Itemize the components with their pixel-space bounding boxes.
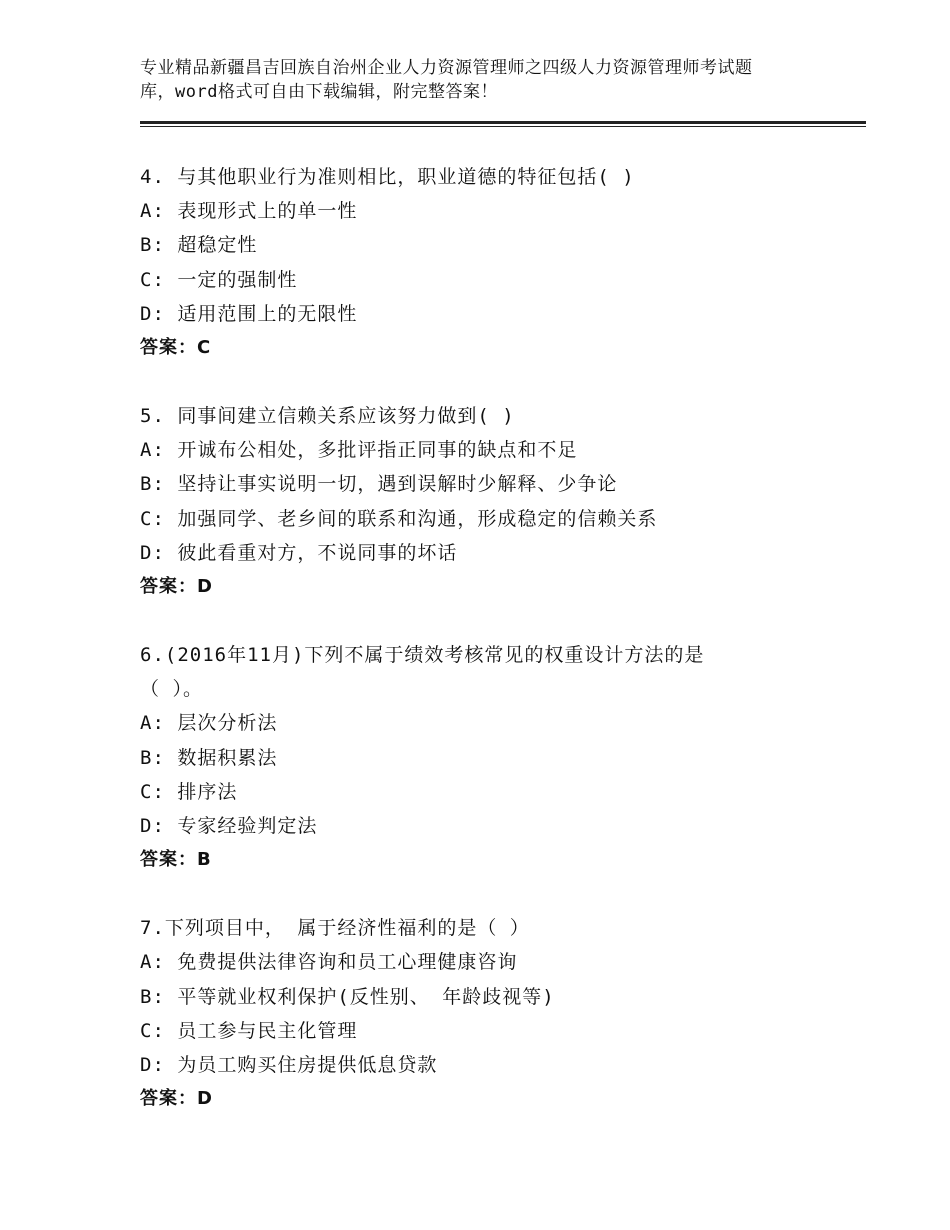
- answer-label: 答案：D: [140, 576, 213, 598]
- option-d: D: 专家经验判定法: [140, 815, 318, 838]
- question-4: [140, 160, 860, 365]
- option-d: D: 彼此看重对方，不说同事的坏话: [140, 541, 458, 564]
- document-header: [140, 56, 840, 104]
- answer-label: 答案：B: [140, 849, 212, 871]
- answer-label: 答案：D: [140, 1088, 213, 1110]
- option-b: B: 数据积累法: [140, 746, 278, 769]
- option-b: B: 坚持让事实说明一切，遇到误解时少解释、少争论: [140, 473, 618, 496]
- header-line-2: 库，word格式可自由下载编辑，附完整答案！: [140, 82, 498, 102]
- option-d: D: 为员工购买住房提供低息贷款: [140, 1054, 438, 1077]
- question-6: [140, 638, 860, 877]
- question-stem: 4. 与其他职业行为准则相比，职业道德的特征包括( ): [140, 166, 635, 188]
- question-7: [140, 911, 860, 1116]
- option-b: B: 平等就业权利保护(反性别、 年龄歧视等): [140, 985, 555, 1008]
- option-c: C: 排序法: [140, 780, 238, 803]
- option-a: A: 表现形式上的单一性: [140, 200, 358, 223]
- option-a: A: 免费提供法律咨询和员工心理健康咨询: [140, 951, 518, 974]
- question-stem: 5. 同事间建立信赖关系应该努力做到( ): [140, 405, 515, 428]
- answer-label: 答案：C: [140, 337, 212, 359]
- question-stem: 6.(2016年11月)下列不属于绩效考核常见的权重设计方法的是: [140, 644, 705, 667]
- question-stem-continued: （ ）。: [140, 678, 203, 701]
- question-5: [140, 399, 860, 604]
- header-divider-thin: [140, 126, 866, 127]
- option-c: C: 员工参与民主化管理: [140, 1019, 358, 1042]
- option-a: A: 层次分析法: [140, 712, 278, 735]
- option-c: C: 加强同学、老乡间的联系和沟通，形成稳定的信赖关系: [140, 507, 658, 530]
- option-c: C: 一定的强制性: [140, 268, 298, 291]
- header-line-1: 专业精品新疆昌吉回族自治州企业人力资源管理师之四级人力资源管理师考试题: [140, 58, 753, 78]
- header-divider-thick: [140, 121, 866, 124]
- option-a: A: 开诚布公相处，多批评指正同事的缺点和不足: [140, 439, 578, 462]
- option-d: D: 适用范围上的无限性: [140, 302, 358, 325]
- question-stem: 7.下列项目中， 属于经济性福利的是（ ）: [140, 917, 530, 940]
- option-b: B: 超稳定性: [140, 234, 258, 257]
- question-list: [140, 160, 860, 1150]
